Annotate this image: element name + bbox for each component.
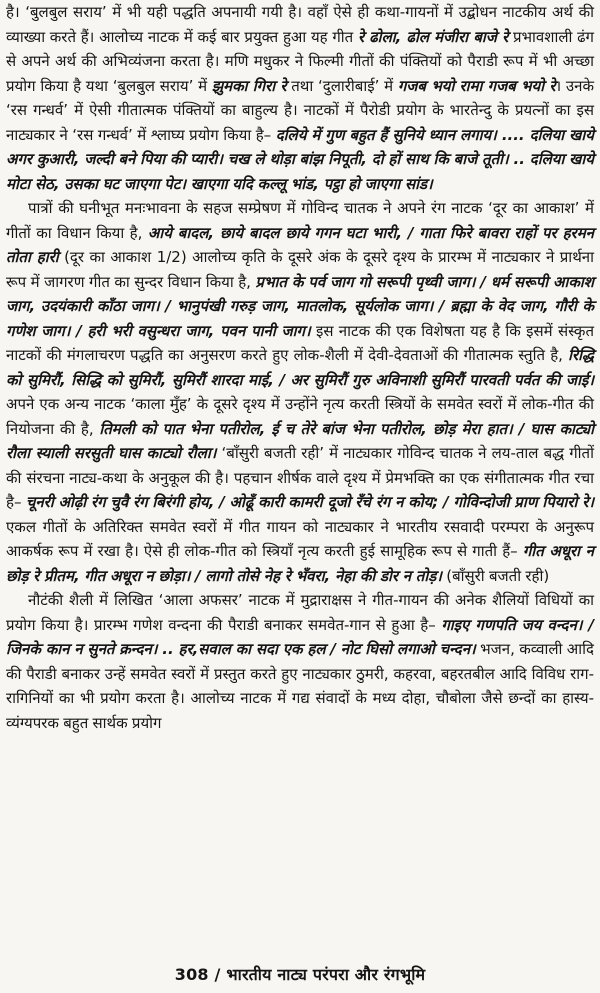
body-text: इस नाटक की एक विशेषता यह है कि इसमें संस्कृत नाटकों की मंगलाचरण पद्धति का अनुसरण करते हुए लोक-शैली में देवी-देवताओं की गीतात्मक स्तुति है, xyxy=(6,321,594,364)
page-footer: 308 / भारतीय नाट्य परंपरा और रंगभूमि xyxy=(174,965,426,984)
body-text: तथा ‘दुलारीबाई’ में xyxy=(286,76,398,95)
quoted-verse: दलिये में गुण बहुत हैं सुनिये ध्यान लगाय। .... दलिया खाये अगर कुआरी, जल्दी बने पिया की प्यारी। चख ले थोड़ा बांझ निपूती, दो हों साथ कि बाजे तूती। .. दलिया खाये मोटा सेठ, उसका घट जाएगा पेट। खाएगा यदि कल्लू भांड, पट्ठा हो जाएगा सांड। xyxy=(6,125,594,193)
paragraph xyxy=(6,0,594,196)
quoted-verse: रिद्धि को सुमिरौं, सिद्धि को सुमिरौं, सुमिरौं शारदा माई, / अर सुमिरौं गुरु अविनाशी सुमिरौं पारवती पर्वत की जाई। xyxy=(6,346,594,389)
quoted-verse: गाइए गणपति जय वन्दन। / जिनके कान न सुनते क्रन्दन। .. हर,सवाल का सदा एक हल / नोट घिसो लगाओ चन्दन। xyxy=(6,615,595,658)
quoted-verse: प्रभात के पर्व जाग गो सरूपी पृथ्वी जाग। / धर्म सरूपी आकाश जाग, उदयंकारी काँठा जाग। / भानुपंखी गरुड़ जाग, मातलोक, सूर्यलोक जाग। / ब्रह्मा के वेद जाग, गौरी के गणेश जाग। / हरी भरी वसुन्धरा जाग, पवन पानी जाग। xyxy=(6,272,594,340)
page-body xyxy=(6,0,594,735)
body-text: है। ‘बुलबुल सराय’ में भी यही पद्धति अपनायी गयी है। वहाँ ऐसे ही कथा-गायनों में उद्बोधन नाटकीय अर्थ की व्याख्या करते हैं। आलोच्य नाटक में कई बार प्रयुक्त हुआ यह गीत xyxy=(6,3,594,46)
quoted-verse: रे ढोला, ढोल मंजीरा बाजे रे xyxy=(357,27,509,46)
body-text: । उनके ‘रस गन्धर्व’ में ऐसी गीतात्मक पंक्तियों का बाहुल्य है। नाटकों में पैरोडी प्रयोग के भारतेन्दु के प्रयत्नों का इस नाट्यकार ने ‘रस गन्धर्व’ में श्लाघ्य प्रयोग किया है– xyxy=(6,76,594,144)
body-text: (बाँसुरी बजती रही) xyxy=(441,566,550,585)
body-text: प्रभावशाली ढंग से अपने अर्थ की अभिव्यंजना करता है। मणि मधुकर ने फिल्मी गीतों की पंक्तियों को पैराडी रूप में भी अच्छा प्रयोग किया है यथा ‘बुलबुल सराय’ में xyxy=(6,27,594,95)
quoted-verse: झुमका गिरा रे xyxy=(211,76,287,95)
quoted-verse: आये बादल, छाये बादल छाये गगन घटा भारी, / गाता फिरे बावरा राहों पर हरमन तोता हारी xyxy=(6,223,594,266)
body-text: भजन, कव्वाली आदि की पैराडी बनाकर उन्हें समवेत स्वरों में प्रस्तुत करते हुए नाट्यकार ठुमरी, कहरवा, बहरतबील आदि विविध राग-रागिनियों का भी प्रयोग करता है। आलोच्य नाटक में गद्य संवादों के मध्य दोहा, चौबोला जैसे छन्दों का हास्य-व्यंग्यपरक बहुत सार्थक प्रयोग xyxy=(6,640,594,732)
quoted-verse: चूनरी ओढ़ी रंग चुवै रंग बिरंगी होय, / ओढूँ कारी कामरी दूजो रँचे रंग न कोय; / गोविन्दोजी प्राण पियारो रे। xyxy=(25,493,595,511)
body-text: पात्रों की घनीभूत मनःभावना के सहज सम्प्रेषण में गोविन्द चातक ने अपने रंग नाटक ‘दूर का आकाश’ में गीतों का विधान किया है, xyxy=(6,199,594,242)
paragraph xyxy=(6,588,594,735)
quoted-verse: गीत अधूरा न छोड़ रे प्रीतम, गीत अधूरा न छोड़ा। / लागो तोसे नेह रे भँवरा, नेहा की डोर न तोड़। xyxy=(6,542,594,585)
body-text: ‘बाँसुरी बजती रही’ में नाट्यकार गोविन्द चातक ने लय-ताल बद्ध गीतों की संरचना नाट्य-कथा के अनुकूल की है। पहचान शीर्षक वाले दृश्य में प्रेमभक्ति का एक संगीतात्मक गीत रचा है– xyxy=(6,444,594,511)
body-text: नौटंकी शैली में लिखित ‘आला अफसर’ नाटक में मुद्राराक्षस ने गीत-गायन की अनेक शैलियों विधियों का प्रयोग किया है। प्रारम्भ गणेश वन्दना की पैराडी बनाकर समवेत-गान से हुआ है– xyxy=(6,591,594,634)
paragraph xyxy=(6,196,594,588)
body-text: (दूर का आकाश 1/2) आलोच्य कृति के दूसरे अंक के दूसरे दृश्य के प्रारम्भ में नाट्यकार ने प्रार्थना रूप में जागरण गीत का सुन्दर विधान किया है, xyxy=(6,248,594,291)
body-text: अपने एक अन्य नाटक ‘काला मुँह’ के दूसरे दृश्य में उन्होंने नृत्य करती स्त्रियों के समवेत स्वरों में लोक-गीत की नियोजना की है, xyxy=(6,395,594,438)
quoted-verse: तिमली को पात भेना पतीरोल, ई च तेरे बांज भेना पतीरोल, छोड़ मेरा हात। / घास काट्यो रौला स्याली सरसुती घास काट्यो रौला। xyxy=(6,419,594,462)
quoted-verse: गजब भयो रामा गजब भयो रे xyxy=(397,76,556,95)
body-text: एकल गीतों के अतिरिक्त समवेत स्वरों में गीत गायन को नाट्यकार ने भारतीय रसवादी परम्परा के अनुरूप आकर्षक रूप में रखा है। ऐसे ही लोक-गीत को स्त्रियाँ नृत्य करती हुई सामूहिक रूप से गाती हैं– xyxy=(6,517,594,560)
